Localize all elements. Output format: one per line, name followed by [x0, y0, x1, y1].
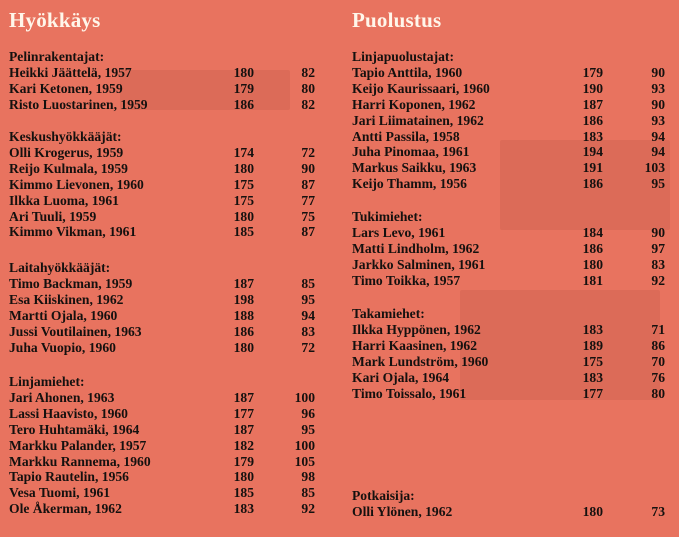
- player-weight: 76: [651, 369, 665, 385]
- player-name: Martti Ojala, 1960: [9, 307, 118, 323]
- player-height: 180: [233, 65, 254, 80]
- player-row: [352, 386, 670, 402]
- group-potkaisija: [352, 488, 670, 520]
- player-name: Jari Ahonen, 1963: [9, 390, 115, 405]
- player-row: [352, 144, 670, 160]
- player-name: Tapio Rautelin, 1956: [9, 469, 129, 485]
- player-height: 180: [233, 160, 254, 176]
- player-weight: 72: [301, 145, 315, 160]
- player-name: Ilkka Luoma, 1961: [9, 192, 119, 208]
- group-title: Linjamiehet:: [9, 374, 85, 389]
- player-weight: 72: [301, 339, 315, 355]
- player-height: 180: [582, 256, 603, 272]
- player-name: Timo Backman, 1959: [9, 276, 133, 291]
- group-pelinrakentajat: [9, 49, 315, 113]
- defense-heading: Puolustus: [352, 8, 442, 32]
- player-weight: 93: [651, 112, 665, 128]
- player-name: Heikki Jäättelä, 1957: [9, 65, 132, 80]
- player-name: Markku Rannema, 1960: [9, 453, 151, 469]
- player-height: 186: [582, 112, 603, 128]
- player-row: [9, 501, 315, 517]
- player-height: 175: [233, 192, 254, 208]
- player-name: Jarkko Salminen, 1961: [352, 256, 486, 272]
- player-weight: 98: [301, 469, 315, 485]
- player-height: 184: [582, 225, 603, 240]
- player-height: 177: [582, 385, 603, 401]
- player-name: Jari Liimatainen, 1962: [352, 112, 484, 128]
- player-name: Harri Koponen, 1962: [352, 96, 476, 112]
- player-row: [9, 145, 315, 161]
- player-height: 186: [582, 176, 603, 192]
- player-row: [352, 97, 670, 113]
- group-title: Keskushyökkääjät:: [9, 129, 122, 144]
- player-name: Ole Åkerman, 1962: [9, 501, 122, 517]
- player-name: Kimmo Vikman, 1961: [9, 224, 137, 240]
- player-row: [9, 276, 315, 292]
- player-row: [352, 129, 670, 145]
- player-height: 194: [582, 144, 603, 160]
- player-name: Olli Krogerus, 1959: [9, 145, 124, 160]
- player-weight: 73: [651, 504, 665, 519]
- player-height: 183: [233, 501, 254, 517]
- player-name: Risto Luostarinen, 1959: [9, 96, 148, 112]
- offense-heading: Hyökkäys: [9, 8, 101, 32]
- player-weight: 87: [301, 224, 315, 240]
- player-height: 183: [582, 369, 603, 385]
- player-height: 188: [233, 307, 254, 323]
- player-height: 175: [582, 353, 603, 369]
- player-weight: 70: [651, 353, 665, 369]
- player-name: Markku Palander, 1957: [9, 437, 147, 453]
- player-height: 179: [233, 80, 254, 96]
- player-weight: 100: [294, 437, 315, 453]
- group-title: Pelinrakentajat:: [9, 49, 105, 64]
- player-name: Kari Ketonen, 1959: [9, 80, 123, 96]
- player-row: [9, 176, 315, 193]
- player-weight: 103: [644, 160, 665, 176]
- group-linjamiehet: [9, 374, 315, 517]
- player-height: 183: [582, 322, 603, 337]
- player-weight: 87: [301, 176, 315, 192]
- player-weight: 80: [301, 80, 315, 96]
- player-name: Reijo Kulmala, 1959: [9, 160, 128, 176]
- player-weight: 105: [294, 453, 315, 469]
- player-row: [9, 65, 315, 81]
- player-name: Antti Passila, 1958: [352, 128, 460, 144]
- player-name: Esa Kiiskinen, 1962: [9, 291, 124, 307]
- player-height: 187: [233, 276, 254, 291]
- player-height: 174: [233, 145, 254, 160]
- player-height: 180: [233, 469, 254, 485]
- player-row: [9, 339, 315, 356]
- player-weight: 77: [301, 192, 315, 208]
- player-height: 177: [233, 405, 254, 421]
- player-row: [9, 453, 315, 470]
- player-row: [352, 65, 670, 81]
- player-weight: 75: [301, 208, 315, 224]
- player-row: [352, 338, 670, 354]
- player-weight: 86: [651, 337, 665, 353]
- group-title: Takamiehet:: [352, 306, 425, 321]
- player-name: Ari Tuuli, 1959: [9, 208, 97, 224]
- player-name: Kari Ojala, 1964: [352, 369, 450, 385]
- player-height: 180: [582, 504, 603, 519]
- player-height: 185: [233, 224, 254, 240]
- group-linjapuolustajat: [352, 49, 670, 192]
- player-row: [9, 469, 315, 485]
- player-weight: 80: [651, 385, 665, 401]
- player-height: 191: [582, 160, 603, 176]
- player-name: Timo Toissalo, 1961: [352, 385, 467, 401]
- player-name: Lassi Haavisto, 1960: [9, 405, 128, 421]
- player-weight: 94: [651, 128, 665, 144]
- player-weight: 90: [651, 65, 665, 80]
- player-row: [9, 208, 315, 225]
- player-name: Keijo Thamm, 1956: [352, 176, 467, 192]
- player-height: 183: [582, 128, 603, 144]
- player-name: Markus Saikku, 1963: [352, 160, 477, 176]
- player-name: Ilkka Hyppönen, 1962: [352, 322, 481, 337]
- group-title: Linjapuolustajat:: [352, 49, 454, 64]
- player-row: [352, 370, 670, 386]
- player-height: 186: [233, 96, 254, 112]
- player-row: [352, 241, 670, 257]
- player-height: 187: [582, 96, 603, 112]
- player-name: Olli Ylönen, 1962: [352, 504, 453, 519]
- player-weight: 82: [301, 65, 315, 80]
- player-name: Vesa Tuomi, 1961: [9, 485, 111, 501]
- player-row: [9, 307, 315, 324]
- player-row: [9, 390, 315, 406]
- group-keskushyokkaajat: [9, 129, 315, 240]
- player-row: [9, 80, 315, 97]
- player-weight: 93: [651, 80, 665, 96]
- player-name: Harri Kaasinen, 1962: [352, 337, 477, 353]
- player-height: 187: [233, 421, 254, 437]
- player-name: Juha Pinomaa, 1961: [352, 144, 470, 160]
- player-weight: 100: [294, 390, 315, 405]
- group-laitahyokkaajat: [9, 260, 315, 355]
- player-height: 180: [233, 208, 254, 224]
- player-height: 179: [582, 65, 603, 80]
- player-row: [352, 176, 670, 192]
- player-row: [352, 257, 670, 273]
- player-weight: 95: [301, 291, 315, 307]
- player-name: Kimmo Lievonen, 1960: [9, 176, 144, 192]
- player-weight: 92: [651, 272, 665, 288]
- group-title: Laitahyökkääjät:: [9, 260, 111, 275]
- player-row: [352, 225, 670, 241]
- player-height: 182: [233, 437, 254, 453]
- player-height: 186: [233, 323, 254, 339]
- player-name: Tero Huhtamäki, 1964: [9, 421, 140, 437]
- player-height: 179: [233, 453, 254, 469]
- player-weight: 85: [301, 276, 315, 291]
- player-name: Lars Levo, 1961: [352, 225, 446, 240]
- player-height: 190: [582, 80, 603, 96]
- player-row: [9, 323, 315, 340]
- player-weight: 90: [301, 160, 315, 176]
- player-weight: 90: [651, 96, 665, 112]
- player-name: Matti Lindholm, 1962: [352, 240, 480, 256]
- player-weight: 97: [651, 240, 665, 256]
- player-height: 175: [233, 176, 254, 192]
- player-height: 189: [582, 337, 603, 353]
- group-title: Tukimiehet:: [352, 209, 423, 224]
- player-height: 180: [233, 339, 254, 355]
- player-weight: 94: [651, 144, 665, 160]
- player-weight: 83: [651, 256, 665, 272]
- player-height: 185: [233, 485, 254, 501]
- player-row: [9, 96, 315, 113]
- group-title: Potkaisija:: [352, 488, 415, 503]
- player-row: [352, 113, 670, 129]
- player-height: 187: [233, 390, 254, 405]
- player-weight: 71: [651, 322, 665, 337]
- player-height: 181: [582, 272, 603, 288]
- player-weight: 95: [651, 176, 665, 192]
- player-row: [352, 160, 670, 176]
- player-weight: 83: [301, 323, 315, 339]
- player-row: [352, 273, 670, 289]
- player-weight: 85: [301, 485, 315, 501]
- player-row: [9, 405, 315, 422]
- player-row: [9, 224, 315, 240]
- player-name: Mark Lundström, 1960: [352, 353, 489, 369]
- player-row: [9, 160, 315, 177]
- player-row: [9, 437, 315, 454]
- player-name: Juha Vuopio, 1960: [9, 339, 116, 355]
- group-tukimiehet: [352, 209, 670, 289]
- player-row: [352, 81, 670, 97]
- player-weight: 82: [301, 96, 315, 112]
- player-row: [352, 354, 670, 370]
- player-row: [352, 504, 670, 520]
- player-name: Keijo Kaurissaari, 1960: [352, 80, 490, 96]
- player-weight: 94: [301, 307, 315, 323]
- player-row: [9, 291, 315, 308]
- player-weight: 90: [651, 225, 665, 240]
- player-row: [9, 421, 315, 438]
- player-name: Jussi Voutilainen, 1963: [9, 323, 142, 339]
- player-weight: 95: [301, 421, 315, 437]
- player-weight: 92: [301, 501, 315, 517]
- group-takamiehet: [352, 306, 670, 401]
- player-row: [9, 485, 315, 501]
- player-height: 186: [582, 240, 603, 256]
- player-name: Timo Toikka, 1957: [352, 272, 461, 288]
- player-row: [352, 322, 670, 338]
- player-height: 198: [233, 291, 254, 307]
- player-name: Tapio Anttila, 1960: [352, 65, 463, 80]
- player-row: [9, 192, 315, 209]
- player-weight: 96: [301, 405, 315, 421]
